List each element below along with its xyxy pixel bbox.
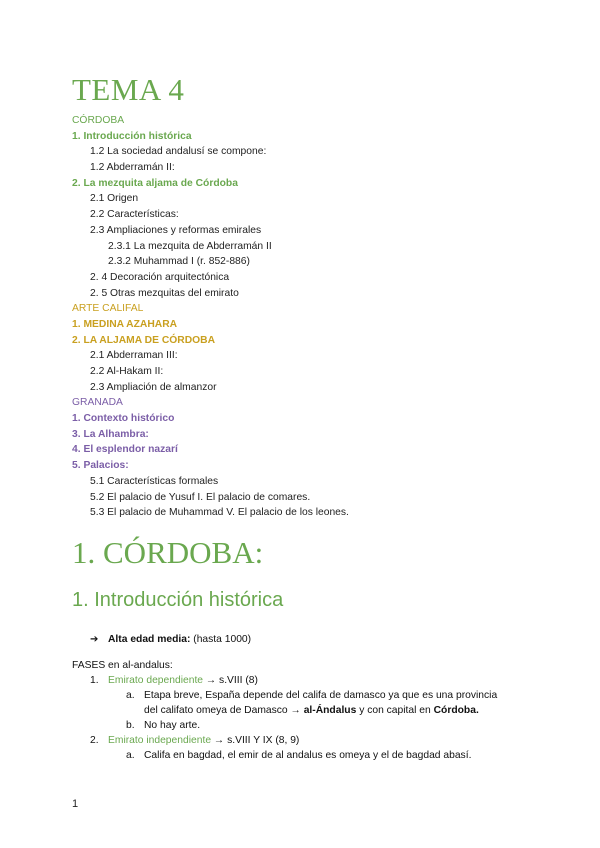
toc-entry: 2. La mezquita aljama de Córdoba — [72, 177, 238, 189]
arrow-bullet-icon: ➔ — [90, 634, 99, 645]
toc-entry: 2.3 Ampliaciones y reformas emirales — [90, 224, 262, 236]
list-subitem-text: del califato omeya de Damasco → — [144, 705, 304, 716]
list-number: 1. — [90, 675, 99, 686]
toc-entry: ARTE CALIFAL — [72, 303, 144, 315]
body-content — [72, 632, 542, 763]
list-subitem — [72, 748, 542, 763]
bullet-item — [72, 632, 542, 648]
toc-entry: 1.2 Abderramán II: — [90, 162, 175, 174]
table-of-contents — [72, 113, 542, 521]
toc-entry: 1. Introducción histórica — [72, 130, 192, 142]
toc-entry: 1.2 La sociedad andalusí se compone: — [90, 146, 267, 158]
list-letter: a. — [126, 750, 135, 761]
list-subitem — [72, 688, 542, 703]
toc-entry: GRANADA — [72, 397, 123, 409]
list-subitem-continued — [72, 703, 542, 718]
list-item-green-text: Emirato independiente — [108, 735, 212, 746]
toc-entry: 2.2 Características: — [90, 209, 179, 221]
page-number: 1 — [72, 798, 79, 810]
toc-entry: 2.3 Ampliación de almanzor — [90, 381, 217, 393]
toc-entry: 2. 5 Otras mezquitas del emirato — [90, 287, 239, 299]
toc-entry: CÓRDOBA — [72, 115, 125, 126]
list-subitem-text: y con capital en — [356, 705, 434, 716]
bullet-bold-text: Alta edad media: — [108, 634, 191, 645]
toc-entry: 1. MEDINA AZAHARA — [72, 318, 178, 330]
list-subitem-bold: Córdoba. — [433, 705, 479, 716]
list-subitem — [72, 718, 542, 733]
list-letter: a. — [126, 690, 135, 701]
toc-entry: 2.1 Abderraman III: — [90, 350, 178, 362]
list-item-text: → s.VIII Y IX (8, 9) — [211, 735, 300, 746]
toc-entry: 2. LA ALJAMA DE CÓRDOBA — [72, 334, 216, 346]
document-title: TEMA 4 — [72, 72, 185, 107]
list-subitem-text: Etapa breve, España depende del califa de damasco ya que es una provincia — [144, 690, 498, 701]
toc-entry: 5.2 El palacio de Yusuf I. El palacio de comares. — [90, 491, 311, 503]
list-item-green-text: Emirato dependiente — [108, 675, 204, 686]
toc-entry: 5.1 Características formales — [90, 475, 219, 487]
list-number: 2. — [90, 735, 99, 746]
toc-entry: 2. 4 Decoración arquitectónica — [90, 271, 230, 283]
toc-entry: 3. La Alhambra: — [72, 428, 149, 440]
bullet-text: (hasta 1000) — [190, 634, 252, 645]
heading-1: 1. CÓRDOBA: — [72, 535, 264, 570]
toc-entry: 2.3.2 Muhammad I (r. 852-886) — [108, 256, 250, 268]
list-subitem-text: Califa en bagdad, el emir de al andalus es omeya y el de bagdad abasí. — [144, 750, 472, 761]
toc-entry: 2.2 Al-Hakam II: — [90, 366, 164, 377]
list-item — [72, 733, 542, 748]
toc-entry: 2.3.1 La mezquita de Abderramán II — [108, 240, 272, 252]
heading-2: 1. Introducción histórica — [72, 589, 284, 611]
toc-entry: 5.3 El palacio de Muhammad V. El palacio de los leones. — [90, 507, 349, 519]
list-subitem-bold: al-Ándalus — [303, 705, 357, 716]
list-subitem-text: No hay arte. — [144, 720, 201, 731]
list-item-text: → s.VIII (8) — [203, 675, 258, 686]
toc-entry: 4. El esplendor nazarí — [72, 444, 178, 456]
list-item — [72, 673, 542, 688]
list-letter: b. — [126, 720, 135, 731]
toc-entry: 5. Palacios: — [72, 460, 129, 472]
fases-label: FASES en al-andalus: — [72, 660, 173, 671]
toc-entry: 1. Contexto histórico — [72, 413, 175, 425]
toc-entry: 2.1 Origen — [90, 193, 139, 205]
